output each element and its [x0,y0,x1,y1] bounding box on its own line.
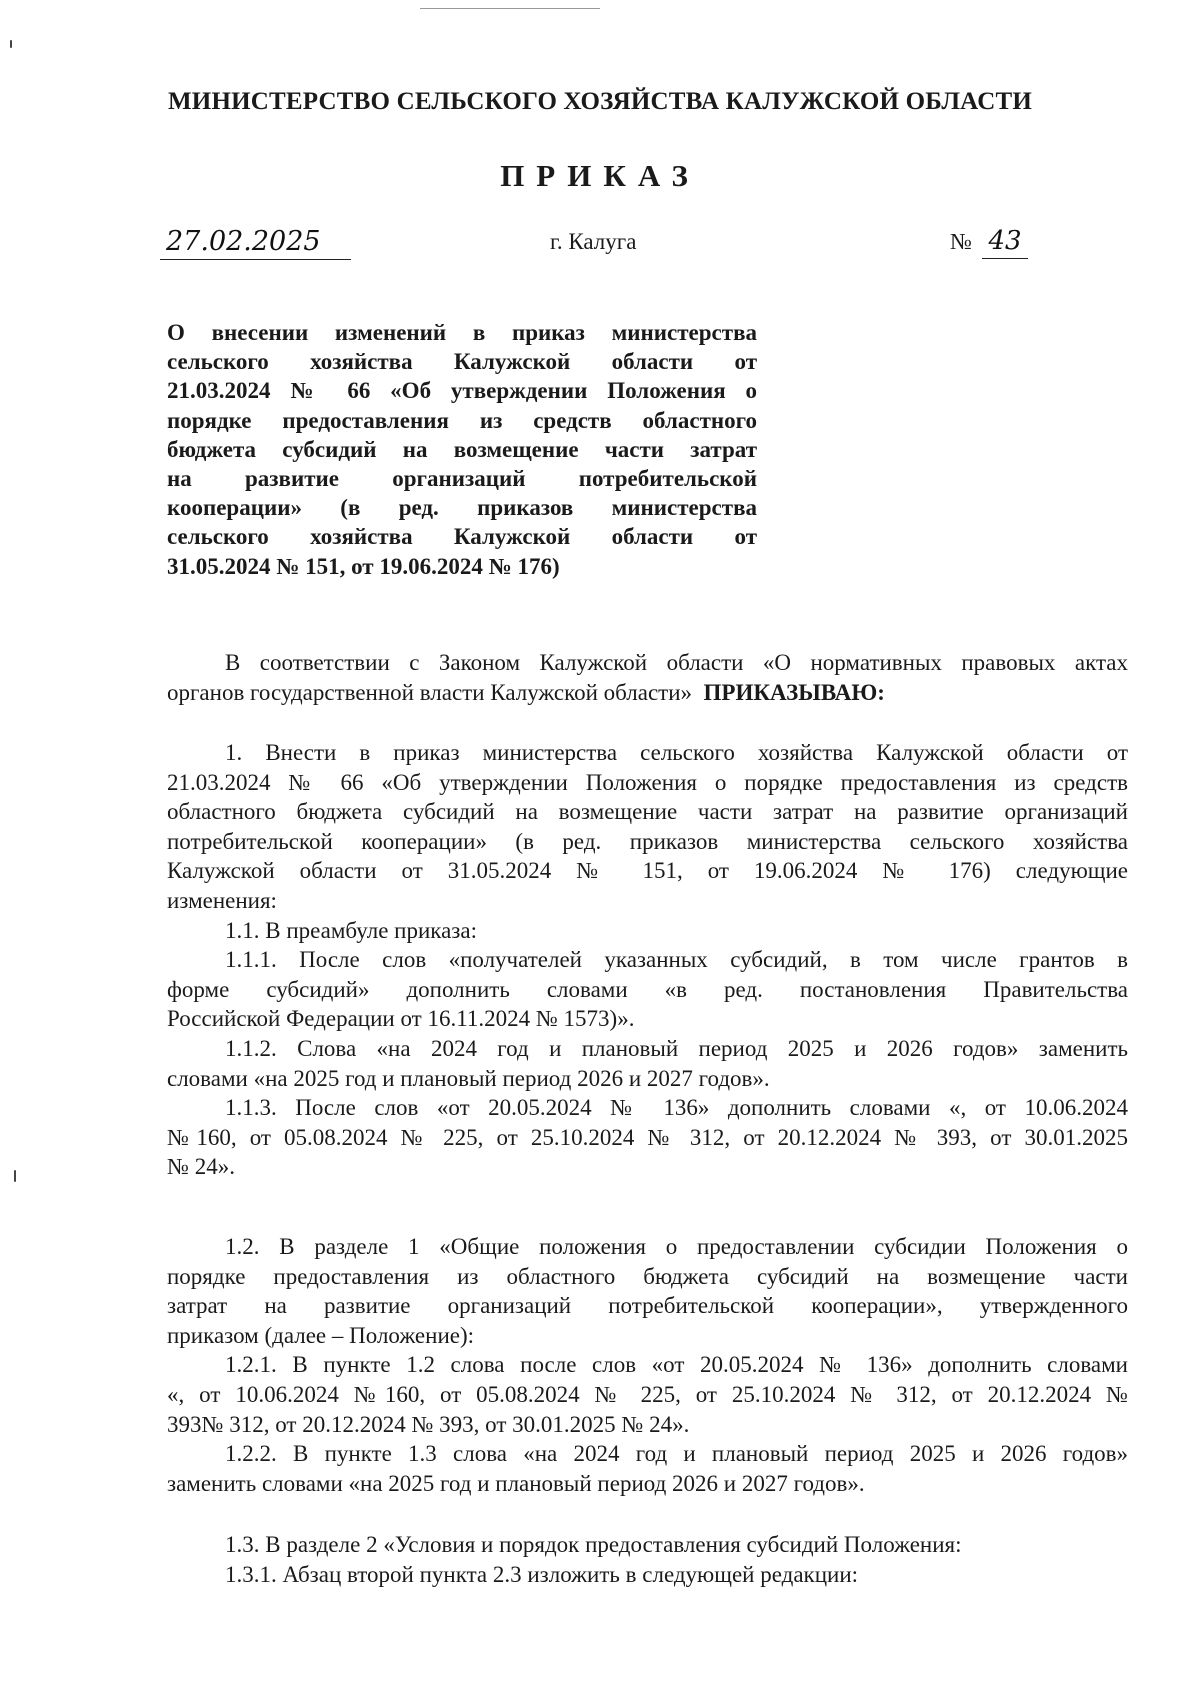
text-line: Калужской области от 31.05.2024 № 151, от 19.06.2024 № 176) следующие [167,858,1128,884]
text-line: №160, от 05.08.2024 № 225, от 25.10.2024 № 312, от 20.12.2024 № 393, от 30.01.2025 [167,1124,1128,1150]
text-line: «, от 10.06.2024 №160, от 05.08.2024 № 225, от 25.10.2024 № 312, от 20.12.2024 № [167,1381,1128,1407]
text-line: порядке предоставления из областного бюджета субсидий на возмещение части [167,1263,1128,1289]
handwritten-date: 27.02.2025 [160,225,351,260]
paragraph-1 [167,738,1128,1182]
subject-line: 31.05.2024 № 151, от 19.06.2024 № 176) [167,553,560,579]
text-line: областного бюджета субсидий на возмещение части затрат на развитие организаций [167,799,1128,825]
text-line: 1.2.2. В пункте 1.3 слова «на 2024 год и плановый период 2025 и 2026 годов» [225,1441,1128,1467]
text-line: 1.2.1. В пункте 1.2 слова после слов «от 20.05.2024 № 136» дополнить словами [225,1352,1128,1378]
subject-line: сельского хозяйства Калужской области от [167,349,757,375]
scan-artifact-dot [10,40,12,48]
subject-line: на развитие организаций потребительской [167,466,757,492]
subject-line: сельского хозяйства Калужской области от [167,524,757,550]
text-line: форме субсидий» дополнить словами «в ред. постановления Правительства [167,976,1128,1002]
text-line: затрат на развитие организаций потребительской кооперации», утвержденного [167,1293,1128,1319]
text-line: 21.03.2024 № 66 «Об утверждении Положения о порядке предоставления из средств [167,769,1128,795]
paragraph-1-2 [167,1232,1128,1498]
ministry-name: МИНИСТЕРСТВО СЕЛЬСКОГО ХОЗЯЙСТВА КАЛУЖСКОЙ ОБЛАСТИ [168,88,1032,115]
text-line: словами «на 2025 год и плановый период 2026 и 2027 годов». [167,1065,770,1091]
subject-line: порядке предоставления из средств областного [167,407,757,433]
preamble [167,648,1128,707]
city-name: г. Калуга [550,229,637,254]
text-line: 1.1.3. После слов «от 20.05.2024 № 136» дополнить словами «, от 10.06.2024 [225,1095,1128,1121]
text-line: 1.1. В преамбуле приказа: [225,917,477,943]
order-subject [167,318,757,581]
document-type-title: ПРИКАЗ [500,158,700,193]
subject-line: кооперации» (в ред. приказов министерства [167,495,757,521]
subject-line: бюджета субсидий на возмещение части затрат [167,436,757,462]
text-line: заменить словами «на 2025 год и плановый период 2026 и 2027 годов». [167,1470,865,1496]
scan-artifact-dot [14,1170,16,1182]
scan-artifact-line [420,8,600,9]
text-line: 1.1.1. После слов «получателей указанных субсидий, в том числе грантов в [225,947,1128,973]
text-line: 1.3.1. Абзац второй пункта 2.3 изложить в следующей редакции: [225,1561,859,1587]
text-line: потребительской кооперации» (в ред. приказов министерства сельского хозяйства [167,828,1128,854]
text-line: изменения: [167,887,277,913]
preamble-line: В соответствии с Законом Калужской области «О нормативных правовых актах [225,650,1128,675]
subject-line: О внесении изменений в приказ министерства [167,320,757,345]
text-line: 393№ 312, от 20.12.2024 № 393, от 30.01.2025 № 24». [167,1411,690,1437]
text-line: 1.2. В разделе 1 «Общие положения о предоставлении субсидии Положения о [225,1234,1128,1259]
subject-line: 21.03.2024 № 66 «Об утверждении Положения о [167,378,757,404]
text-line: приказом (далее – Положение): [167,1322,475,1348]
paragraph-1-3 [167,1530,1128,1589]
preamble-text: органов государственной власти Калужской области» [167,679,693,705]
text-line: № 24». [167,1154,235,1180]
preamble-line [167,678,1128,708]
text-line: 1.3. В разделе 2 «Условия и порядок предоставления субсидий Положения: [225,1532,962,1557]
order-command: ПРИКАЗЫВАЮ: [703,679,885,705]
text-line: 1.1.2. Слова «на 2024 год и плановый период 2025 и 2026 годов» заменить [225,1035,1128,1061]
number-label: № [950,229,972,254]
text-line: 1. Внести в приказ министерства сельского хозяйства Калужской области от [225,740,1128,765]
text-line: Российской Федерации от 16.11.2024 № 1573)». [167,1006,635,1032]
handwritten-number: 43 [982,224,1028,259]
